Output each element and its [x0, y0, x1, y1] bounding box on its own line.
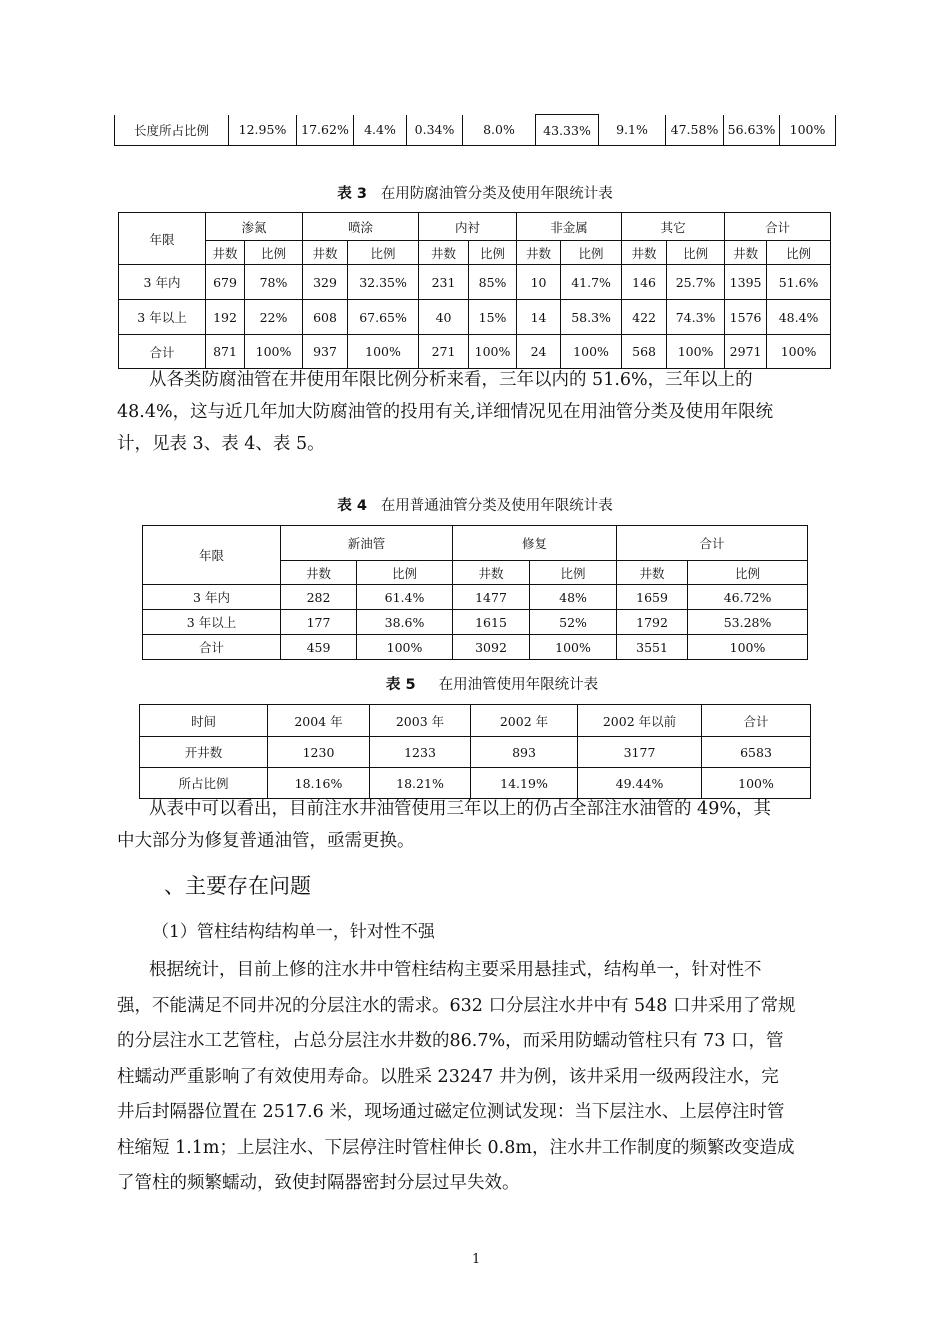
table-cell: 74.3%: [667, 300, 725, 335]
paragraph-line: 柱蠕动严重影响了有效使用寿命。以胜采 23247 井为例，该井采用一级两段注水，完: [117, 1066, 779, 1087]
table-row: [115, 115, 836, 146]
paragraph-line: 了管柱的频繁蠕动，致使封隔器密封分层过早失效。: [117, 1173, 520, 1193]
table-row: [140, 737, 811, 768]
table-cell: 3 年内: [119, 265, 206, 300]
table-cell: 871: [206, 335, 245, 369]
table-cell: 1792: [617, 610, 688, 635]
table-cell-highlighted: 43.33%: [536, 115, 599, 146]
table-cell: 3551: [617, 635, 688, 660]
table-row: [119, 241, 831, 265]
table-subheader-cell: 比例: [245, 241, 303, 265]
table-cell: 100%: [245, 335, 303, 369]
table-cell: 38.6%: [357, 610, 453, 635]
table-cell: 长度所占比例: [115, 115, 229, 146]
table-subheader-cell: 井数: [617, 561, 688, 585]
table-cell: 52%: [530, 610, 617, 635]
table-cell: 608: [303, 300, 348, 335]
subheading: （1）管柱结构结构单一，针对性不强: [152, 922, 435, 942]
paragraph-line: 根据统计，目前上修的注水井中管柱结构主要采用悬挂式，结构单一，针对性不: [149, 960, 762, 980]
table-subheader-cell: 井数: [206, 241, 245, 265]
table-cell: 100%: [530, 635, 617, 660]
table-cell: 56.63%: [724, 115, 780, 146]
table-row: [119, 265, 831, 300]
table5-caption-text: 在用油管使用年限统计表: [438, 677, 599, 693]
table-cell: 231: [419, 265, 469, 300]
paragraph-line: 从各类防腐油管在井使用年限比例分析来看，三年以内的 51.6%，三年以上的: [149, 370, 753, 390]
table-cell: 100%: [780, 115, 836, 146]
table-header-cell: 年限: [119, 213, 206, 265]
table-header-cell: 内衬: [419, 213, 517, 241]
table-cell: 41.7%: [561, 265, 622, 300]
table-subheader-cell: 比例: [561, 241, 622, 265]
table-subheader-cell: 井数: [517, 241, 561, 265]
table-cell: 61.4%: [357, 585, 453, 610]
table-subheader-cell: 井数: [419, 241, 469, 265]
table-header-cell: 渗氮: [206, 213, 303, 241]
table4-caption: [0, 494, 950, 515]
table-row: [143, 585, 808, 610]
table-cell: 10: [517, 265, 561, 300]
table-cell: 1233: [370, 737, 471, 768]
table-cell: 100%: [702, 768, 811, 799]
table-cell: 3092: [453, 635, 530, 660]
table-cell: 146: [622, 265, 667, 300]
table-cell: 100%: [561, 335, 622, 369]
table-subheader-cell: 比例: [530, 561, 617, 585]
table-cell: 329: [303, 265, 348, 300]
table-subheader-cell: 井数: [725, 241, 767, 265]
table-header-cell: 其它: [622, 213, 725, 241]
table-cell: 14.19%: [471, 768, 578, 799]
table-cell: 893: [471, 737, 578, 768]
table-cell: 192: [206, 300, 245, 335]
table-subheader-cell: 井数: [303, 241, 348, 265]
table-header-cell: 合计: [702, 705, 811, 737]
table-cell: 568: [622, 335, 667, 369]
table5: [139, 704, 811, 799]
paragraph-line: 强，不能满足不同井况的分层注水的需求。632 口分层注水井中有 548 口井采用了常规: [117, 995, 796, 1016]
table-cell: 51.6%: [767, 265, 831, 300]
table-cell: 46.72%: [688, 585, 808, 610]
table-header-cell: 年限: [143, 526, 281, 585]
paragraph-line: 柱缩短 1.1m；上层注水、下层停注时管柱伸长 0.8m，注水井工作制度的频繁改变造成: [117, 1137, 795, 1158]
table-subheader-cell: 井数: [622, 241, 667, 265]
table-cell: 53.28%: [688, 610, 808, 635]
table-cell: 937: [303, 335, 348, 369]
table-subheader-cell: 比例: [688, 561, 808, 585]
paragraph-line: 从表中可以看出，目前注水井油管使用三年以上的仍占全部注水油管的 49%，其: [149, 799, 771, 819]
table-cell: 78%: [245, 265, 303, 300]
table-cell: 14: [517, 300, 561, 335]
table3-caption: [0, 182, 950, 203]
table-row: [119, 213, 831, 241]
section-heading: 、主要存在问题: [164, 874, 311, 898]
table-header-cell: 非金属: [517, 213, 622, 241]
table-cell: 所占比例: [140, 768, 268, 799]
table3-caption-number: 表 3: [337, 186, 367, 202]
table-cell: 合计: [143, 635, 281, 660]
table-cell: 8.0%: [463, 115, 536, 146]
table-cell: 282: [281, 585, 357, 610]
table-cell: 85%: [469, 265, 517, 300]
table-header-cell: 2004 年: [268, 705, 370, 737]
table-cell: 9.1%: [599, 115, 666, 146]
table-cell: 15%: [469, 300, 517, 335]
paragraph-line: 井后封隔器位置在 2517.6 米，现场通过磁定位测试发现：当下层注水、上层停注时管: [117, 1102, 785, 1122]
table-cell: 3 年以上: [143, 610, 281, 635]
paragraph-line: 48.4%，这与近几年加大防腐油管的投用有关,详细情况见在用油管分类及使用年限统: [117, 402, 774, 422]
table-cell: 开井数: [140, 737, 268, 768]
table4-caption-number: 表 4: [337, 498, 367, 514]
table-cell: 100%: [357, 635, 453, 660]
table-header-cell: 2003 年: [370, 705, 471, 737]
paragraph-2: [117, 793, 837, 857]
table-cell: 2971: [725, 335, 767, 369]
table-cell: 3 年内: [143, 585, 281, 610]
table-row: [143, 635, 808, 660]
table-cell: 679: [206, 265, 245, 300]
table-cell: 58.3%: [561, 300, 622, 335]
table-cell: 18.16%: [268, 768, 370, 799]
table-subheader-cell: 井数: [453, 561, 530, 585]
table-row: [143, 526, 808, 561]
table-cell: 48.4%: [767, 300, 831, 335]
table-cell: 47.58%: [666, 115, 724, 146]
table-cell: 3177: [578, 737, 702, 768]
table-cell: 32.35%: [348, 265, 419, 300]
table-cell: 100%: [767, 335, 831, 369]
table3: [118, 212, 831, 369]
table-subheader-cell: 比例: [357, 561, 453, 585]
table-cell: 合计: [119, 335, 206, 369]
table4-caption-text: 在用普通油管分类及使用年限统计表: [380, 498, 613, 514]
table-cell: 1659: [617, 585, 688, 610]
table-cell: 17.62%: [297, 115, 354, 146]
table-cell: 24: [517, 335, 561, 369]
table-cell: 177: [281, 610, 357, 635]
paragraph-line: 的分层注水工艺管柱，占总分层注水井数的86.7%，而采用防蠕动管柱只有 73 口，管: [117, 1031, 784, 1051]
table-cell: 459: [281, 635, 357, 660]
table-cell: 0.34%: [407, 115, 463, 146]
table-subheader-cell: 井数: [281, 561, 357, 585]
table-cell: 12.95%: [229, 115, 297, 146]
table-cell: 1395: [725, 265, 767, 300]
table-subheader-cell: 比例: [348, 241, 419, 265]
table-header-cell: 时间: [140, 705, 268, 737]
table-subheader-cell: 比例: [667, 241, 725, 265]
table-subheader-cell: 比例: [469, 241, 517, 265]
table-header-cell: 喷涂: [303, 213, 419, 241]
table-header-cell: 2002 年以前: [578, 705, 702, 737]
table-cell: 271: [419, 335, 469, 369]
table-cell: 67.65%: [348, 300, 419, 335]
table-header-cell: 新油管: [281, 526, 453, 561]
table-cell: 4.4%: [354, 115, 407, 146]
table-cell: 25.7%: [667, 265, 725, 300]
page-number: 1: [472, 1252, 481, 1267]
table-header-cell: 修复: [453, 526, 617, 561]
table-cell: 100%: [667, 335, 725, 369]
table-cell: 49.44%: [578, 768, 702, 799]
table5-caption: [0, 673, 950, 694]
table-cell: 6583: [702, 737, 811, 768]
table3-caption-text: 在用防腐油管分类及使用年限统计表: [380, 186, 613, 202]
table-row: [119, 300, 831, 335]
table-cell: 1230: [268, 737, 370, 768]
table-cell: 3 年以上: [119, 300, 206, 335]
paragraph-line: 中大部分为修复普通油管，亟需更换。: [117, 831, 415, 851]
table-header-cell: 合计: [617, 526, 808, 561]
paragraph-3: [117, 953, 837, 1202]
table-cell: 422: [622, 300, 667, 335]
paragraph-1: [117, 364, 837, 460]
table-cell: 100%: [348, 335, 419, 369]
table-cell: 1615: [453, 610, 530, 635]
table-cell: 48%: [530, 585, 617, 610]
table-header-cell: 合计: [725, 213, 831, 241]
table-top-partial: [114, 114, 836, 146]
table-cell: 1576: [725, 300, 767, 335]
paragraph-line: 计，见表 3、表 4、表 5。: [117, 434, 325, 454]
table-cell: 100%: [469, 335, 517, 369]
table-cell: 18.21%: [370, 768, 471, 799]
table-cell: 100%: [688, 635, 808, 660]
table-subheader-cell: 比例: [767, 241, 831, 265]
table5-caption-number: 表 5: [385, 677, 416, 693]
table4: [142, 525, 808, 660]
table-cell: 40: [419, 300, 469, 335]
table-cell: 22%: [245, 300, 303, 335]
table-row: [140, 705, 811, 737]
table-header-cell: 2002 年: [471, 705, 578, 737]
table-row: [143, 610, 808, 635]
table-cell: 1477: [453, 585, 530, 610]
